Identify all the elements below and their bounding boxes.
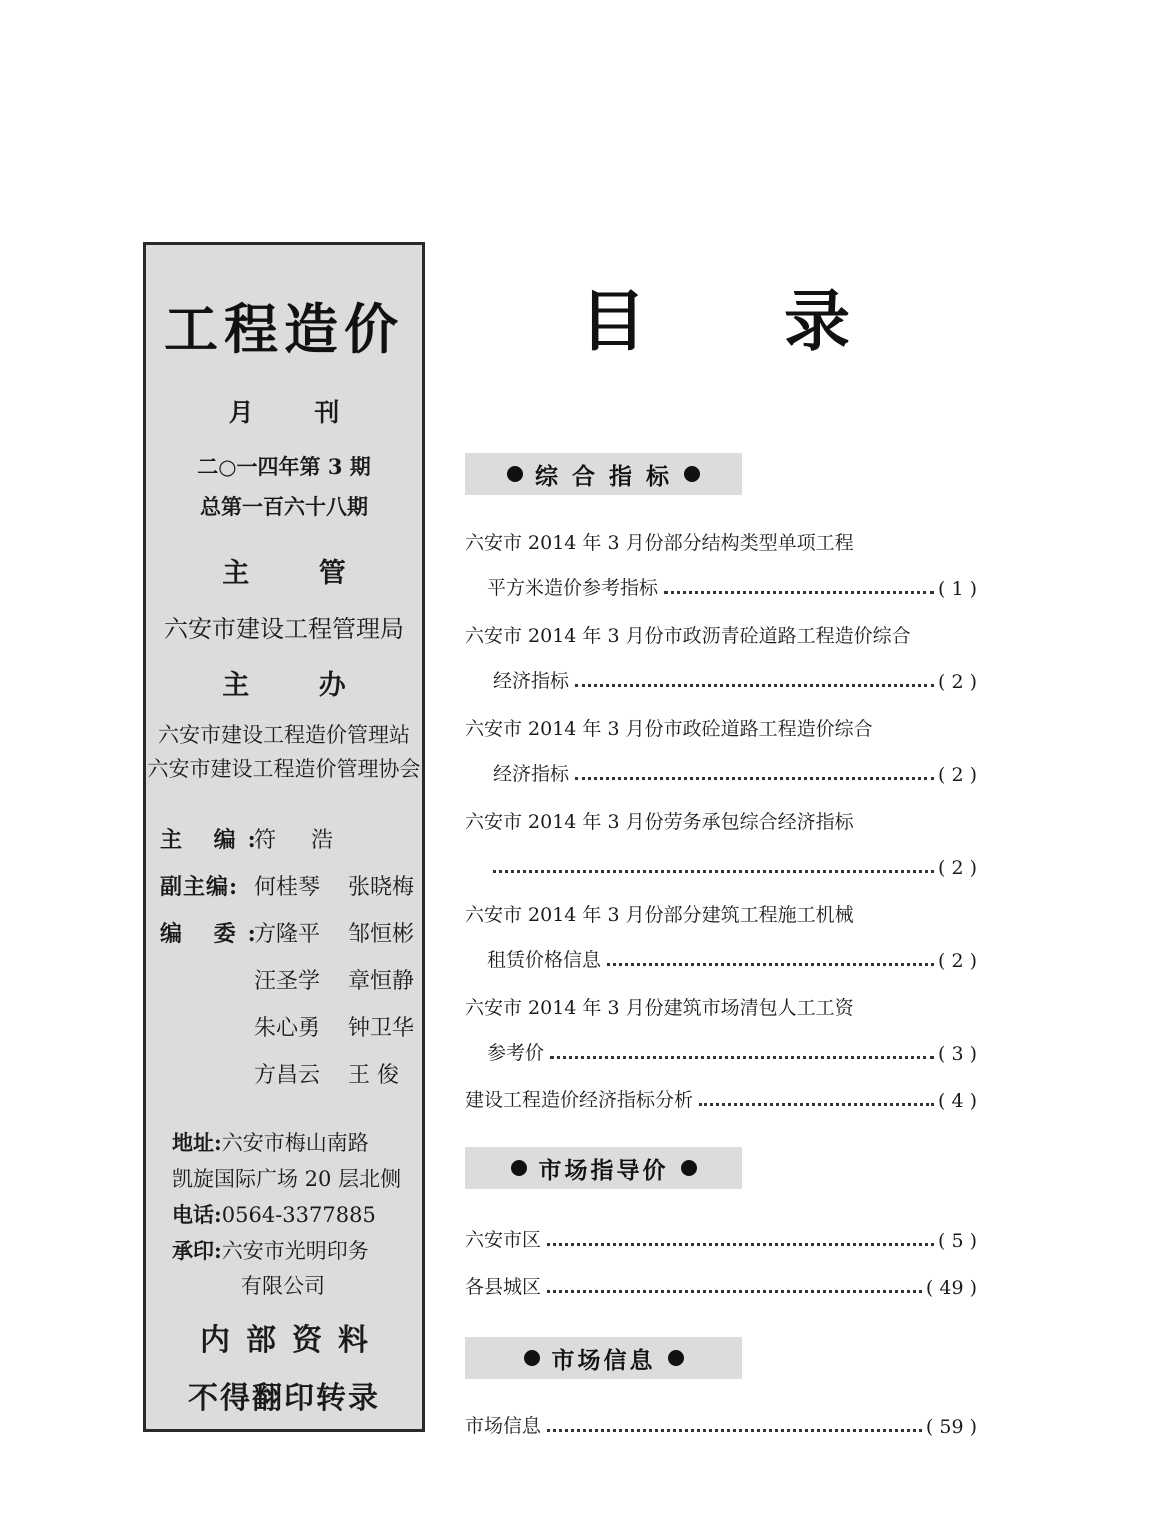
- bullet-icon: [684, 466, 700, 482]
- staff-name: 汪圣学: [254, 969, 321, 994]
- staff-row: [160, 1011, 442, 1045]
- toc-entry-continued: 平方米造价参考指标: [487, 577, 659, 599]
- page-number: ( 4 ): [938, 1090, 977, 1112]
- sponsor-label: 主 办: [222, 670, 376, 701]
- toc-entry-title[interactable]: 六安市 2014 年 3 月份劳务承包综合经济指标: [465, 811, 854, 833]
- page-number: ( 5 ): [938, 1230, 977, 1252]
- toc-entry-title[interactable]: 六安市 2014 年 3 月份市政沥青砼道路工程造价综合: [465, 625, 911, 647]
- bullet-icon: [507, 466, 523, 482]
- printer-label: 承印:: [172, 1238, 222, 1263]
- toc-title: [580, 268, 850, 363]
- dot-leader: [547, 1429, 922, 1432]
- staff-row-editor: [160, 823, 348, 857]
- toc-entry[interactable]: [465, 758, 977, 786]
- issue-number: 二○一四年第 3 期: [197, 454, 371, 479]
- phone-label: 电话:: [172, 1202, 222, 1227]
- toc-title-left: 目: [580, 283, 646, 360]
- toc-entry-continued: 租赁价格信息: [487, 949, 602, 971]
- staff-name: 钟卫华: [348, 1016, 415, 1041]
- frequency-label: 月 刊: [228, 398, 366, 427]
- section-heading-text: 综 合 指 标: [534, 463, 673, 490]
- staff-row-deputy: [160, 870, 442, 904]
- dot-leader: [547, 1290, 922, 1293]
- bullet-icon: [668, 1350, 684, 1366]
- section-heading-market-guide-price: [465, 1147, 742, 1189]
- toc-entry-title: 六安市区: [465, 1229, 542, 1251]
- toc-entry-title[interactable]: 六安市 2014 年 3 月份建筑市场清包人工工资: [465, 997, 854, 1019]
- dot-leader: [607, 963, 934, 966]
- toc-entry[interactable]: [465, 1224, 977, 1252]
- toc-entry-title: 各县城区: [465, 1276, 542, 1298]
- page-number: ( 2 ): [938, 950, 977, 972]
- printer-value: 六安市光明印务: [221, 1239, 369, 1263]
- toc-entry-title[interactable]: 六安市 2014 年 3 月份部分结构类型单项工程: [465, 532, 854, 554]
- toc-entry-title[interactable]: 六安市 2014 年 3 月份市政砼道路工程造价综合: [465, 718, 873, 740]
- dot-leader: [493, 870, 934, 873]
- dot-leader: [664, 591, 934, 594]
- address-line-1: [172, 1127, 369, 1157]
- bullet-icon: [524, 1350, 540, 1366]
- page-number: ( 59 ): [925, 1416, 977, 1438]
- printer-line-2: 有限公司: [241, 1274, 325, 1298]
- toc-entry[interactable]: [465, 1037, 977, 1065]
- journal-title: 工程造价: [164, 297, 404, 361]
- sponsor-value-2: 六安市建设工程造价管理协会: [147, 757, 421, 781]
- internal-notice: 内部资料: [200, 1323, 384, 1358]
- toc-entry-continued: 参考价: [487, 1042, 545, 1064]
- total-issue-number: 总第一百六十八期: [200, 494, 368, 519]
- toc-entry[interactable]: [465, 665, 977, 693]
- address-value: 六安市梅山南路: [221, 1131, 369, 1155]
- staff-name: 方隆平: [254, 922, 321, 947]
- staff-row: [160, 1058, 442, 1092]
- sponsor-value-1: 六安市建设工程造价管理站: [158, 723, 410, 747]
- address-line-2: 凯旋国际广场 20 层北侧: [172, 1167, 402, 1191]
- staff-row: [160, 964, 442, 998]
- toc-entry[interactable]: [465, 1271, 977, 1299]
- toc-entry-continued: 经济指标: [493, 670, 570, 692]
- staff-name: 章恒静: [348, 969, 415, 994]
- staff-name: 符 浩: [254, 828, 347, 853]
- toc-entry-title: 建设工程造价经济指标分析: [465, 1089, 694, 1111]
- page-number: ( 2 ): [938, 764, 977, 786]
- toc-title-right: 录: [784, 283, 850, 360]
- dot-leader: [550, 1056, 934, 1059]
- dot-leader: [699, 1103, 934, 1106]
- staff-name: 邹恒彬: [348, 922, 415, 947]
- toc-entry-continued: 经济指标: [493, 763, 570, 785]
- section-heading-market-info: [465, 1337, 742, 1379]
- masthead-panel: [143, 242, 425, 1432]
- toc-entry-title[interactable]: 六安市 2014 年 3 月份部分建筑工程施工机械: [465, 904, 854, 926]
- no-reprint-notice: 不得翻印转录: [188, 1381, 380, 1416]
- staff-name: 方昌云: [254, 1063, 321, 1088]
- page-number: ( 1 ): [938, 578, 977, 600]
- staff-name: 张晓梅: [348, 875, 415, 900]
- dot-leader: [575, 777, 934, 780]
- toc-entry[interactable]: [465, 1410, 977, 1438]
- toc-entry-title: 市场信息: [465, 1415, 542, 1437]
- dot-leader: [575, 684, 934, 687]
- phone-value: 0564-3377885: [221, 1203, 376, 1227]
- staff-role: 主 编:: [160, 827, 268, 853]
- staff-name: 何桂琴: [254, 875, 321, 900]
- page-number: ( 2 ): [938, 671, 977, 693]
- section-heading-text: 市场信息: [551, 1347, 656, 1374]
- address-label: 地址:: [172, 1130, 222, 1155]
- toc-entry[interactable]: [465, 572, 977, 600]
- bullet-icon: [681, 1160, 697, 1176]
- page-number: ( 49 ): [925, 1277, 977, 1299]
- section-heading-composite-index: [465, 453, 742, 495]
- page-number: ( 2 ): [938, 857, 977, 879]
- page-number: ( 3 ): [938, 1043, 977, 1065]
- staff-row-committee: [160, 917, 442, 951]
- toc-entry[interactable]: [465, 851, 977, 879]
- printer-line-1: [172, 1235, 369, 1265]
- supervisor-label: 主 管: [222, 558, 376, 589]
- toc-entry[interactable]: [465, 1084, 977, 1112]
- staff-role: 编 委:: [160, 921, 268, 947]
- dot-leader: [547, 1243, 934, 1246]
- staff-role: 副主编:: [160, 874, 239, 900]
- phone-line: [172, 1199, 376, 1229]
- supervisor-value: 六安市建设工程管理局: [164, 615, 404, 643]
- staff-name: 王 俊: [348, 1063, 399, 1088]
- section-heading-text: 市场指导价: [538, 1157, 669, 1184]
- bullet-icon: [511, 1160, 527, 1176]
- toc-entry[interactable]: [465, 944, 977, 972]
- staff-name: 朱心勇: [254, 1016, 321, 1041]
